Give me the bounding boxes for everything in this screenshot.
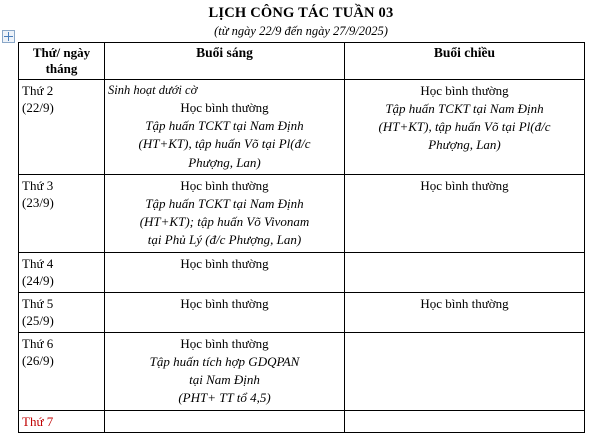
morning-line: Tập huấn TCKT tại Nam Định bbox=[145, 196, 304, 211]
table-row bbox=[19, 410, 585, 433]
morning-line: Phượng, Lan) bbox=[188, 154, 261, 170]
header-afternoon: Buổi chiều bbox=[345, 43, 585, 79]
morning-cell bbox=[105, 332, 345, 410]
afternoon-line: Tập huấn TCKT tại Nam Định bbox=[385, 100, 544, 116]
table-row bbox=[19, 252, 585, 292]
day-date: (22/9) bbox=[22, 100, 54, 116]
weekly-schedule-table bbox=[18, 42, 585, 433]
morning-line: (HT+KT); tập huấn Võ Vivonam bbox=[139, 214, 310, 230]
table-row bbox=[19, 79, 585, 174]
morning-line: Tập huấn tích hợp GDQPAN bbox=[149, 353, 300, 369]
afternoon-line: Phượng, Lan) bbox=[428, 137, 501, 153]
morning-line: Tập huấn TCKT tại Nam Định bbox=[145, 118, 304, 134]
day-date: (23/9) bbox=[22, 195, 54, 211]
morning-cell bbox=[105, 410, 345, 433]
day-date: (26/9) bbox=[22, 353, 54, 369]
table-row bbox=[19, 292, 585, 332]
morning-line: Học bình thường bbox=[180, 177, 269, 193]
header-day bbox=[19, 43, 105, 79]
morning-cell bbox=[105, 252, 345, 292]
day-cell bbox=[19, 174, 105, 252]
document-subtitle: (từ ngày 22/9 đến ngày 27/9/2025) bbox=[214, 24, 388, 39]
day-label: Thứ 3 bbox=[22, 177, 54, 193]
afternoon-cell bbox=[345, 332, 585, 410]
table-header-row bbox=[19, 43, 585, 79]
day-label: Thứ 4 bbox=[22, 255, 54, 271]
morning-line: Học bình thường bbox=[180, 335, 269, 351]
table-row bbox=[19, 332, 585, 410]
morning-cell bbox=[105, 174, 345, 252]
afternoon-cell bbox=[345, 79, 585, 174]
header-day-line2: ngày tháng bbox=[45, 45, 91, 76]
document-body bbox=[18, 4, 584, 433]
morning-cell bbox=[105, 79, 345, 174]
afternoon-line: (HT+KT), tập huấn Võ tại Pl(đ/c bbox=[378, 118, 551, 134]
day-cell bbox=[19, 292, 105, 332]
object-anchor-handle-icon[interactable] bbox=[2, 30, 15, 43]
morning-cell bbox=[105, 292, 345, 332]
morning-line: tại Nam Định bbox=[189, 372, 260, 388]
document-title: LỊCH CÔNG TÁC TUẦN 03 bbox=[208, 5, 394, 21]
table-row bbox=[19, 174, 585, 252]
afternoon-cell bbox=[345, 410, 585, 433]
morning-line: Học bình thường bbox=[180, 295, 269, 311]
afternoon-cell bbox=[345, 174, 585, 252]
afternoon-cell bbox=[345, 252, 585, 292]
header-morning: Buổi sáng bbox=[105, 43, 345, 79]
afternoon-line: Học bình thường bbox=[420, 82, 509, 98]
day-label: Thứ 2 bbox=[22, 82, 54, 98]
day-cell bbox=[19, 252, 105, 292]
morning-lead-note: Sinh hoạt dưới cờ bbox=[108, 82, 198, 97]
morning-line: Học bình thường bbox=[180, 100, 269, 116]
day-date: (25/9) bbox=[22, 313, 54, 329]
afternoon-line: Học bình thường bbox=[420, 295, 509, 311]
day-label: Thứ 5 bbox=[22, 295, 54, 311]
morning-line: (HT+KT), tập huấn Võ tại Pl(đ/c bbox=[138, 136, 311, 152]
afternoon-line: Học bình thường bbox=[420, 177, 509, 193]
morning-line: tại Phủ Lý (đ/c Phượng, Lan) bbox=[147, 232, 302, 248]
day-cell bbox=[19, 79, 105, 174]
day-label: Thứ 6 bbox=[22, 335, 54, 351]
title-block bbox=[18, 4, 584, 39]
afternoon-cell bbox=[345, 292, 585, 332]
morning-line: (PHT+ TT tổ 4,5) bbox=[178, 390, 271, 406]
header-day-line1: Thứ/ bbox=[32, 45, 61, 61]
morning-line: Học bình thường bbox=[180, 255, 269, 271]
day-cell bbox=[19, 410, 105, 433]
day-label: Thứ 7 bbox=[22, 413, 54, 429]
day-cell bbox=[19, 332, 105, 410]
day-date: (24/9) bbox=[22, 273, 54, 289]
